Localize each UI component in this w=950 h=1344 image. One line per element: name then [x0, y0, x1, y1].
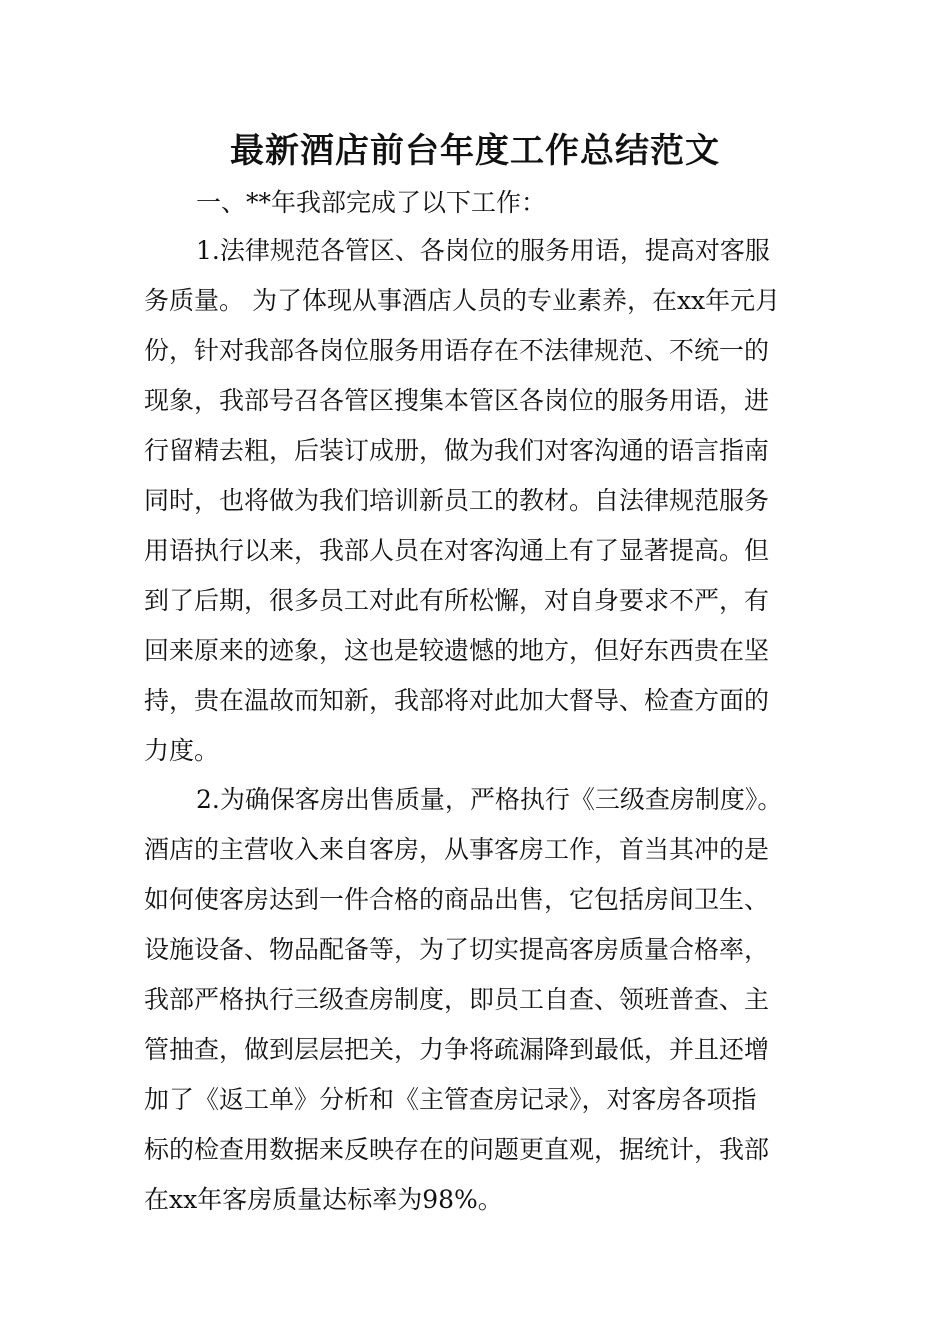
paragraph-line: 到了后期，很多员工对此有所松懈，对自身要求不严，有 [144, 586, 770, 615]
paragraph-line: 2.为确保客房出售质量，严格执行《三级查房制度》。 [196, 785, 783, 814]
paragraph-line: 1.法律规范各管区、各岗位的服务用语，提高对客服 [196, 236, 770, 265]
paragraph-line: 管抽查，做到层层把关，力争将疏漏降到最低，并且还增 [144, 1035, 770, 1064]
paragraph-line: 份，针对我部各岗位服务用语存在不法律规范、不统一的 [144, 336, 770, 365]
paragraph-line: 行留精去粗，后装订成册，做为我们对客沟通的语言指南 [144, 436, 770, 465]
paragraph-line: 我部严格执行三级查房制度，即员工自查、领班普查、主 [144, 985, 770, 1014]
paragraph-line: 酒店的主营收入来自客房，从事客房工作，首当其冲的是 [144, 835, 770, 864]
paragraph-1 [144, 226, 834, 776]
paragraph-line: 加了《返工单》分析和《主管查房记录》，对客房各项指 [144, 1085, 757, 1114]
paragraph-line: 持，贵在温故而知新，我部将对此加大督导、检查方面的 [144, 686, 770, 715]
paragraph-line: 设施设备、物品配备等，为了切实提高客房质量合格率， [144, 935, 770, 964]
paragraph-line: 用语执行以来，我部人员在对客沟通上有了显著提高。但 [144, 536, 770, 565]
document-title: 最新酒店前台年度工作总结范文 [230, 131, 720, 171]
paragraph-line: 力度。 [144, 736, 220, 765]
paragraph-2 [144, 775, 834, 1225]
paragraph-line: 务质量。 为了体现从事酒店人员的专业素养，在xx年元月 [144, 286, 781, 315]
paragraph-line: 现象，我部号召各管区搜集本管区各岗位的服务用语，进 [144, 386, 770, 415]
paragraph-line: 在xx年客房质量达标率为98%。 [144, 1185, 503, 1214]
paragraph-line: 同时，也将做为我们培训新员工的教材。自法律规范服务 [144, 486, 770, 515]
section-heading: 一、**年我部完成了以下工作： [196, 188, 547, 217]
paragraph-line: 标的检查用数据来反映存在的问题更直观，据统计，我部 [144, 1135, 770, 1164]
paragraph-line: 回来原来的迹象，这也是较遗憾的地方，但好东西贵在坚 [144, 636, 770, 665]
paragraph-line: 如何使客房达到一件合格的商品出售，它包括房间卫生、 [144, 885, 770, 914]
